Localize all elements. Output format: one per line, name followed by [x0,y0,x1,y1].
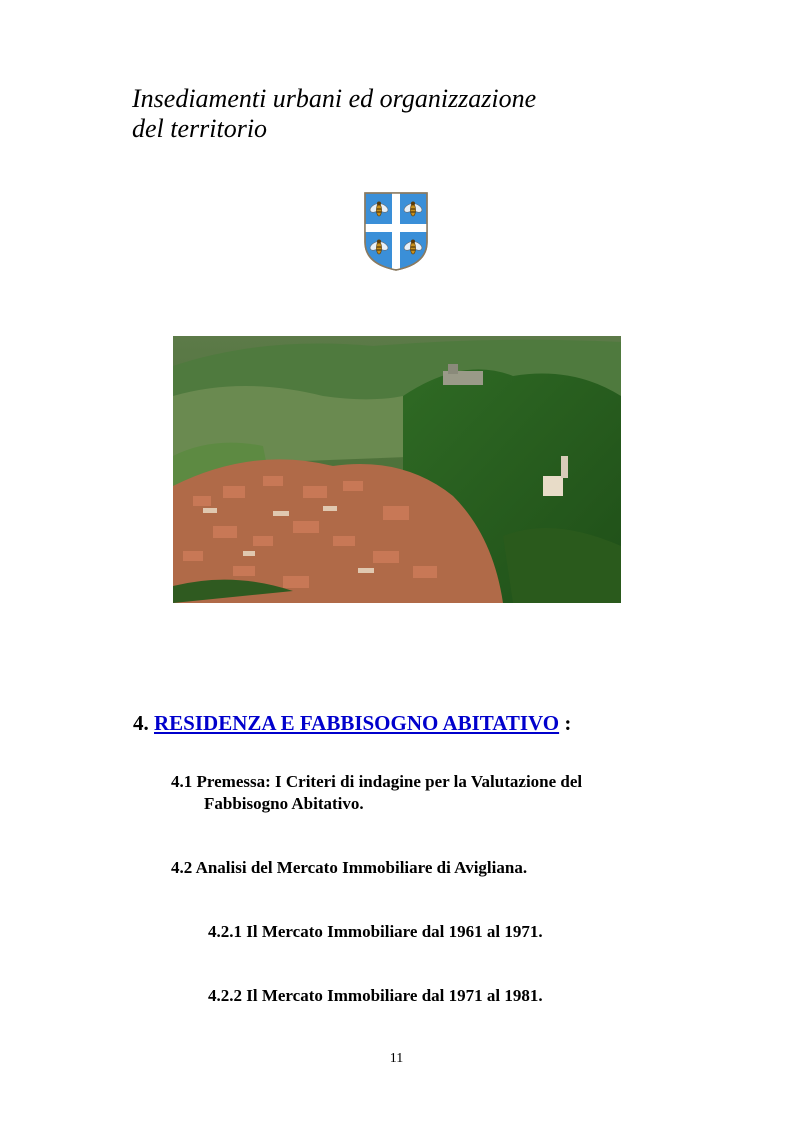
subsection-number: 4.2.2 [208,986,242,1005]
subsection-number: 4.2 [171,858,193,877]
subsection-4-2-1 [208,921,688,943]
subsection-4-1 [171,771,691,815]
page-title [132,84,692,144]
subsection-4-2-2 [208,985,688,1007]
section-number: 4. [133,711,149,735]
section-title-link[interactable]: RESIDENZA E FABBISOGNO ABITATIVO [154,711,560,735]
subsection-number: 4.2.1 [208,922,242,941]
section-heading [133,710,693,736]
subsection-4-2 [171,857,691,879]
title-line-2: del territorio [132,114,268,143]
subsection-text: Il Mercato Immobiliare dal 1971 al 1981. [246,986,543,1005]
subsection-text: Il Mercato Immobiliare dal 1961 al 1971. [246,922,543,941]
subsection-text-continued: Fabbisogno Abitativo. [204,794,364,813]
subsection-number: 4.1 [171,772,193,791]
subsection-text: Analisi del Mercato Immobiliare di Avigliana. [195,858,528,877]
subsection-text: Premessa: I Criteri di indagine per la Valutazione del [196,772,583,791]
section-suffix: : [559,711,572,735]
page-number: 11 [389,1051,404,1066]
title-line-1: Insediamenti urbani ed organizzazione [132,84,537,113]
coat-of-arms-icon [362,190,430,272]
aerial-town-photo [173,336,621,603]
